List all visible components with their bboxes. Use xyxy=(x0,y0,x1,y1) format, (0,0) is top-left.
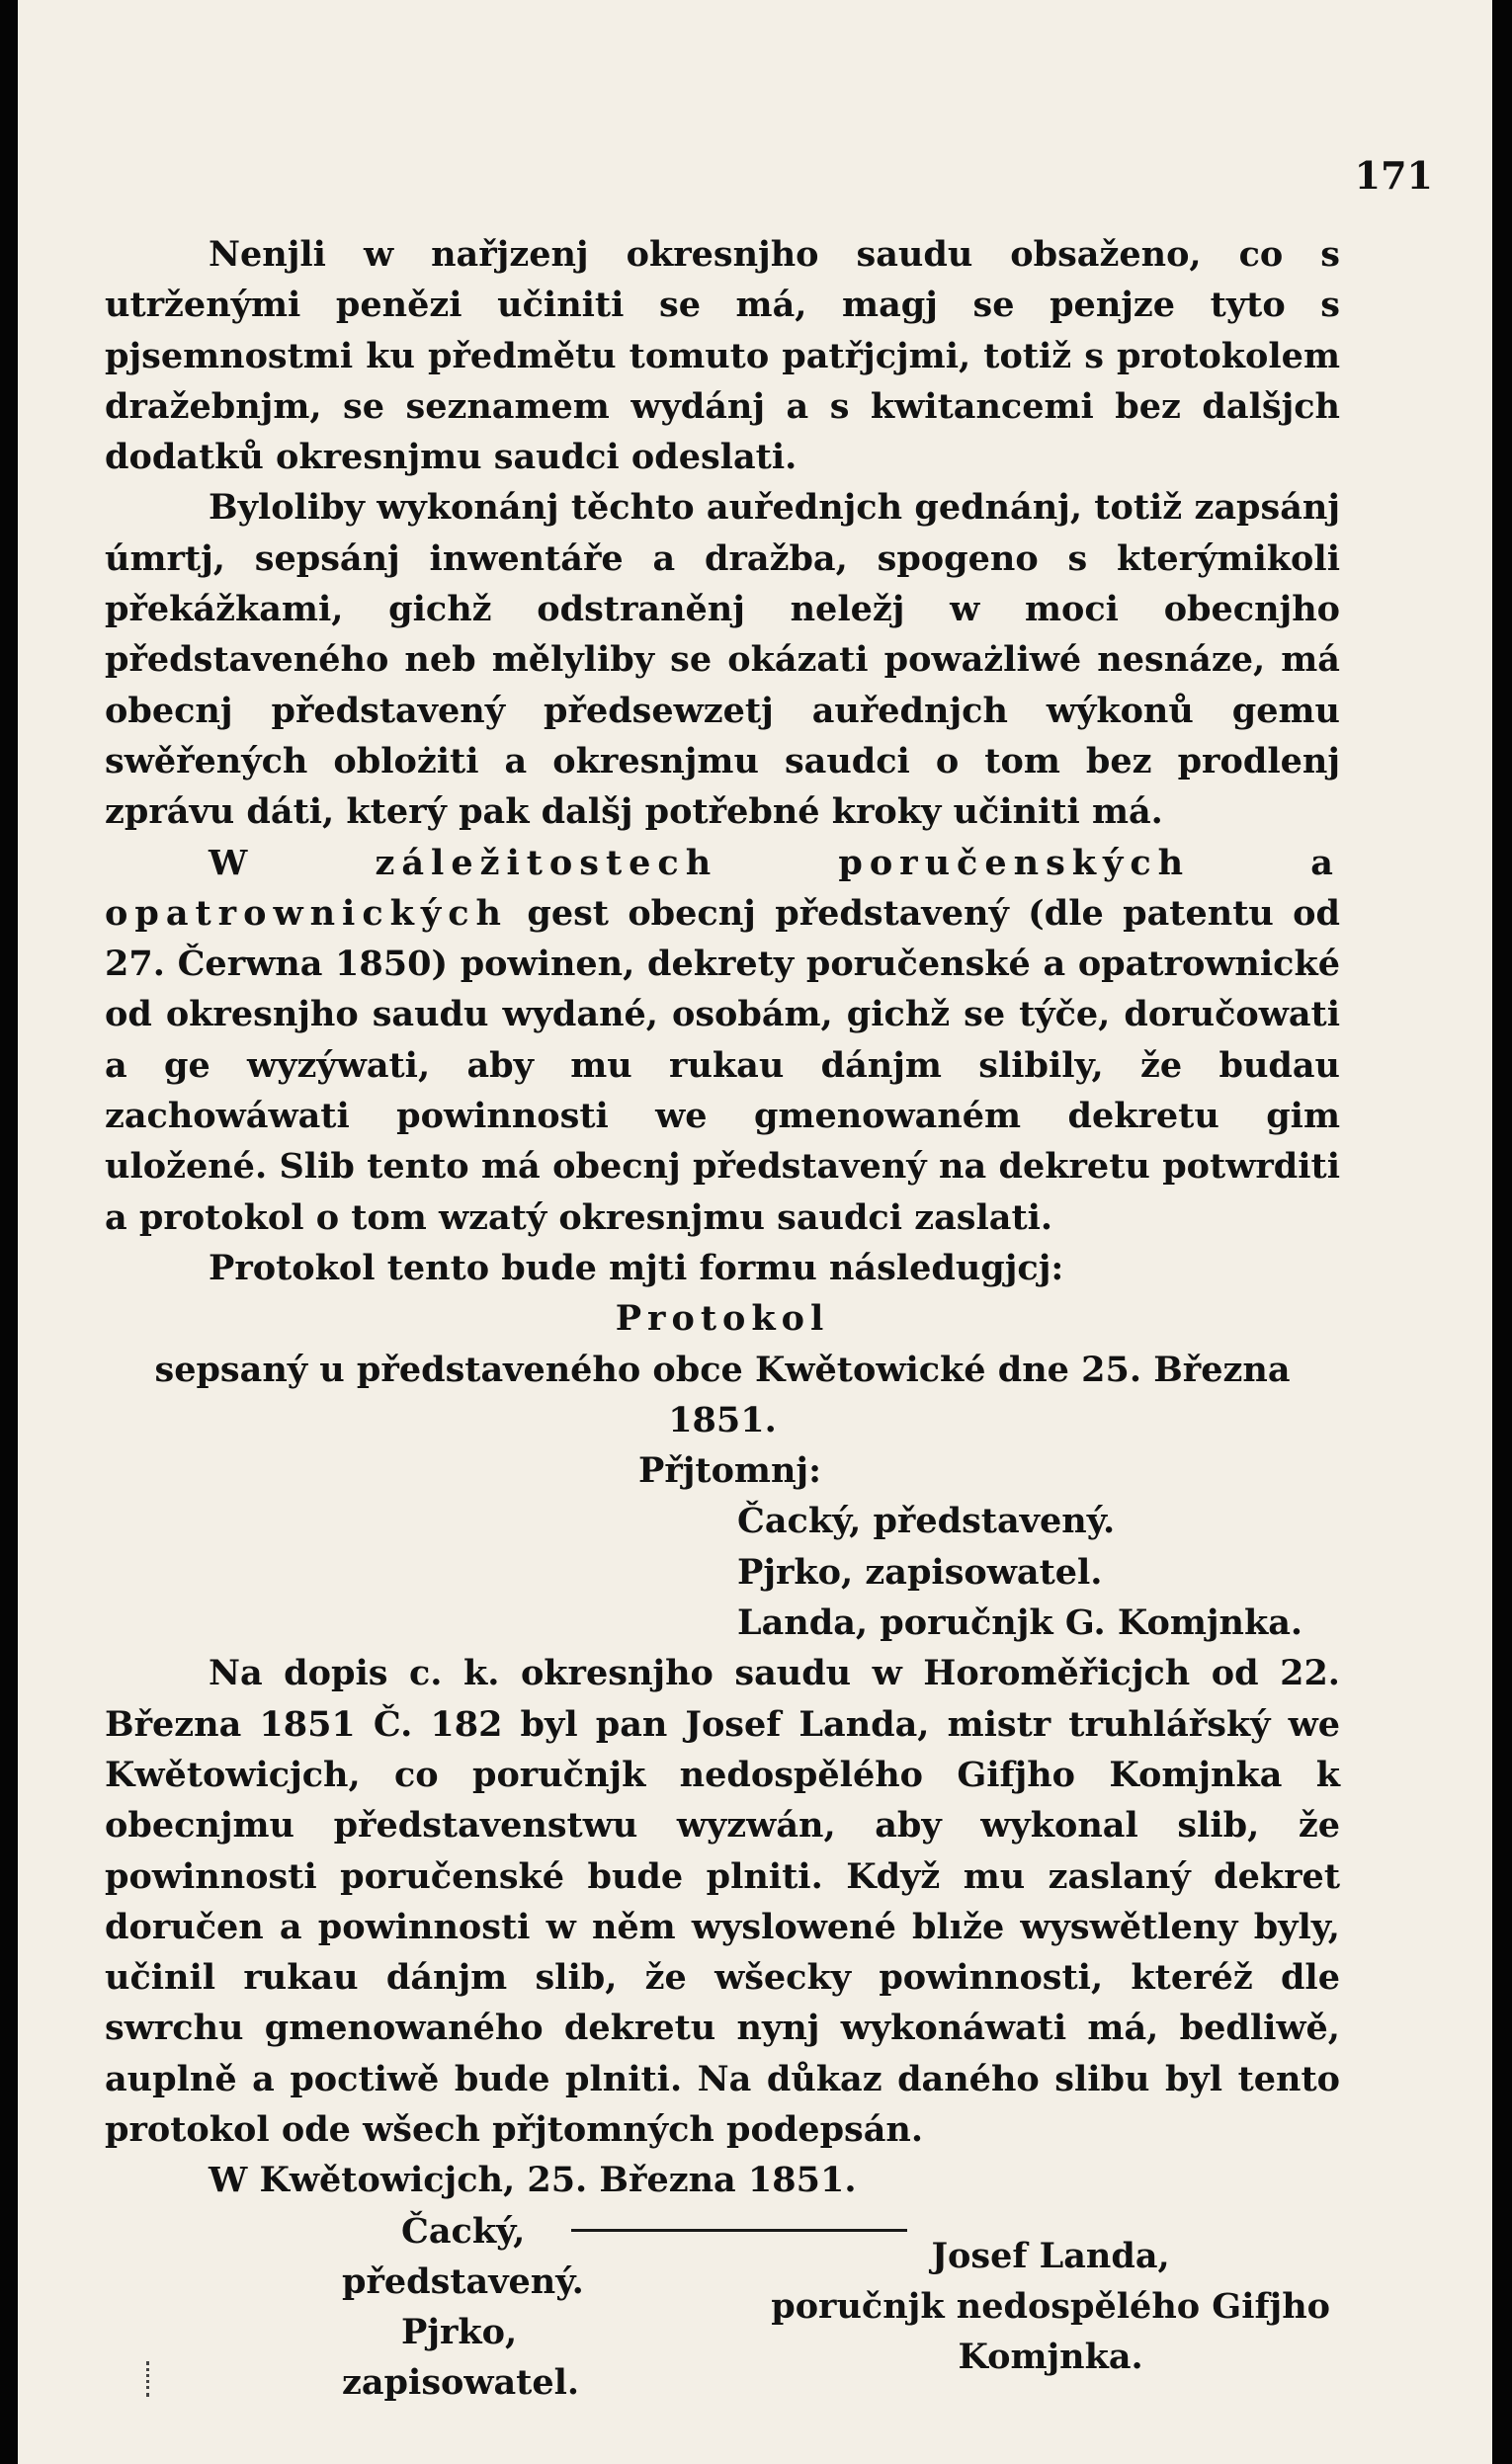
signature-line: Komjnka. xyxy=(958,2337,1143,2378)
signature-line: představený. xyxy=(342,2260,584,2302)
paragraph-money: Nenjli w nařjzenj okresnjho saudu obsaženo, co s utrženými penězi učiniti se má, magj se penjze tyto s pjsemnostmi ku předmětu tomuto patřjcjmi, totiž s protokolem dražebnjm, se seznamem wydánj a s kwitancemi bez dalšjch dodatků okresnjmu saudci odeslati. xyxy=(105,234,1340,478)
signature-line: zapisowatel. xyxy=(342,2362,580,2404)
guardianship-lead: W záležitostech poručenských a opatrownických xyxy=(105,842,1340,934)
margin-mark xyxy=(146,2361,155,2397)
closing-rule xyxy=(571,2229,907,2232)
protocol-subheading: sepsaný u představeného obce Kwětowické dne 25. Března 1851. xyxy=(154,1349,1291,1440)
signature-line: Josef Landa, xyxy=(931,2235,1170,2276)
signature-left xyxy=(342,2206,584,2409)
present-name: Pjrko, zapisowatel. xyxy=(737,1551,1103,1593)
signature-line: Pjrko, xyxy=(401,2312,518,2353)
present-label: Přjtomnj: xyxy=(638,1450,821,1492)
protocol-intro: Protokol tento bude mjti formu následugjcj: xyxy=(209,1247,1064,1288)
present-name: Landa, poručnjk G. Komjnka. xyxy=(737,1602,1303,1644)
protocol-heading: Protokol xyxy=(615,1298,830,1340)
signature-line: Čacký, xyxy=(401,2210,526,2252)
signature-line: poručnjk nedospělého Gifjho xyxy=(771,2285,1330,2327)
guardianship-rest: gest obecnj představený (dle patentu od 27. Čerwna 1850) powinen, dekrety poručenské a opatrownické od okresnjho saudu wydané, osobám, gichž se týče, doručowati a ge wyzýwati, aby mu rukau dánjm slibily, že budau zachowáwati powinnosti we gmenowaném dekretu gim uložené. Slib tento má obecnj představený na dekretu potwrditi a protokol o tom wzatý okresnjmu saudci zaslati. xyxy=(105,892,1340,1238)
paragraph-obstacles: Byloliby wykonánj těchto auřednjch gednánj, totiž zapsánj úmrtj, sepsánj inwentáře a dražba, spogeno s kterýmikoli překážkami, gichž odstraněnj neležj w moci obecnjho představeného neb mělyliby se okázati poważliwé nesnáze, má obecnj představený předsewzetj auřednjch wýkonů gemu swěřených oblożiti a okresnjmu saudci o tom bez prodlenj zprávu dáti, který pak dalšj potřebné kroky učiniti má. xyxy=(105,487,1340,833)
page-text xyxy=(105,229,1340,2433)
place-date: W Kwětowicjch, 25. Března 1851. xyxy=(209,2160,857,2201)
page xyxy=(18,0,1492,2464)
paragraph-guardianship xyxy=(105,838,1340,1243)
protocol-body: Na dopis c. k. okresnjho saudu w Horoměřicjch od 22. Března 1851 Č. 182 byl pan Josef Landa, mistr truhlářský we Kwětowicjch, co poručnjk nedospělého Gifjho Komjnka k obecnjmu představenstwu wyzwán, aby wykonal slib, že powinnosti poručenské bude plniti. Když mu zaslaný dekret doručen a powinnosti w něm wyslowené blıže wyswětleny byly, učinil rukau dánjm slib, že wšecky powinnosti, kteréž dle swrchu gmenowaného dekretu nynj wykonáwati má, bedliwě, auplně a poctiwě bude plniti. Na důkaz daného slibu byl tento protokol ode wšech přjtomných podepsán. xyxy=(105,1653,1340,2150)
page-number: 171 xyxy=(1354,153,1433,198)
present-list xyxy=(105,1496,1340,1648)
signature-right xyxy=(771,2206,1330,2383)
present-name: Čacký, představený. xyxy=(737,1501,1116,1542)
signatures xyxy=(105,2206,1340,2433)
